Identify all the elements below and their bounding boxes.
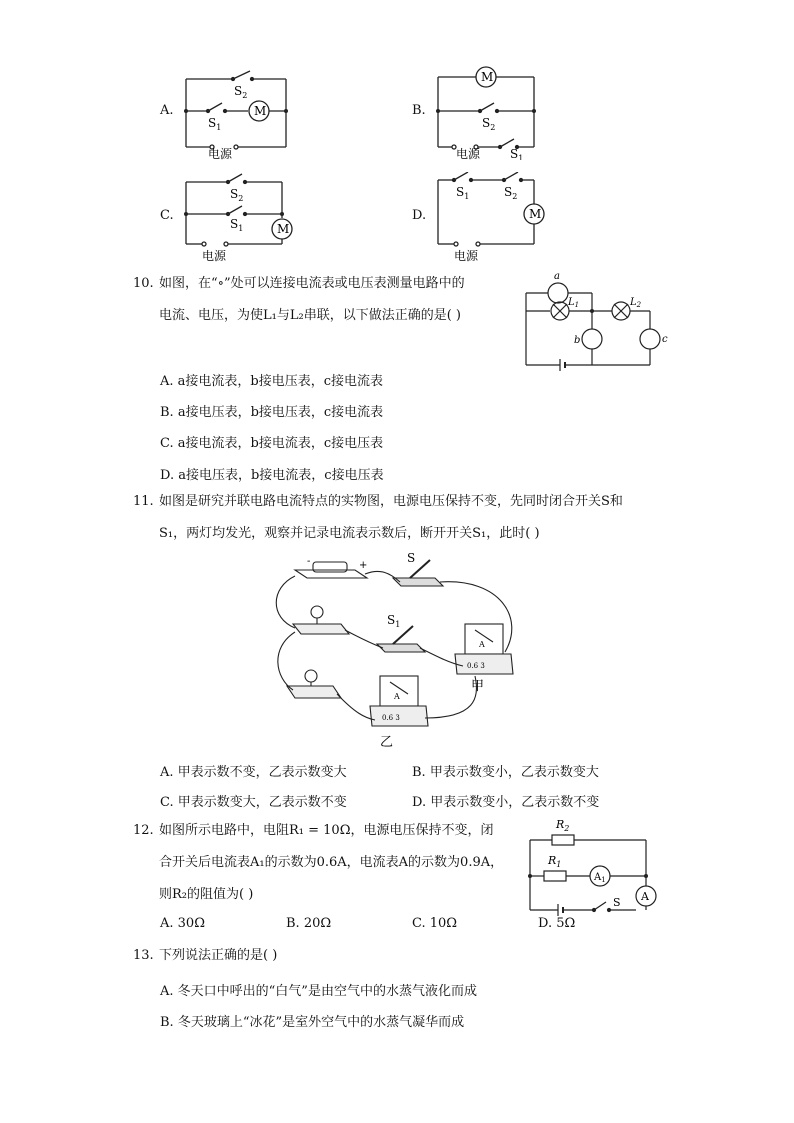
svg-text:0.6 3: 0.6 3 <box>382 714 400 722</box>
q11-option-c[interactable]: C. 甲表示数变大，乙表示数不变 <box>160 795 347 810</box>
svg-text:S1: $S_1$ <box>208 116 222 132</box>
svg-text:A1: $A_1$ <box>594 872 606 884</box>
question-line: 10. 如图，在“∘”处可以连接电流表或电压表测量电路中的 <box>133 268 673 300</box>
question-number: 11. <box>133 494 154 509</box>
svg-text:S: S <box>613 896 621 909</box>
svg-text:R2: $R_2$ <box>556 818 570 833</box>
option-letter: A. <box>160 103 174 118</box>
question-line: 11. 如图是研究并联电路电流特点的实物图，电源电压保持不变，先同时闭合开关S和 <box>133 486 693 518</box>
circuit-diagram-a <box>178 65 293 160</box>
svg-text:a: a <box>554 271 560 282</box>
svg-text:电源: 电源 <box>454 249 479 263</box>
question-13 <box>133 940 673 972</box>
svg-text:乙: 乙 <box>380 735 394 750</box>
svg-text:L1: $L_1$ <box>568 297 580 309</box>
power-source-label: 电源 <box>208 147 233 160</box>
q12-option-d[interactable]: D. 5Ω <box>538 916 576 931</box>
question-number: 13. <box>133 948 154 963</box>
svg-text:A: A <box>479 640 485 649</box>
q10-circuit-figure <box>520 265 670 375</box>
option-letter: C. <box>160 208 174 223</box>
svg-text:S2: $S_2$ <box>234 84 248 100</box>
motor-label: M <box>254 104 267 118</box>
svg-text:M: M <box>277 222 290 236</box>
q11-option-d[interactable]: D. 甲表示数变小，乙表示数不变 <box>412 795 600 810</box>
svg-text:S1: $S_1$ <box>230 217 244 233</box>
option-letter: D. <box>412 208 427 223</box>
svg-text:S2: $S_2$ <box>230 187 244 203</box>
q12-circuit-figure <box>520 814 660 916</box>
question-11 <box>133 486 693 550</box>
svg-text:A: A <box>641 890 649 903</box>
circuit-diagram-d <box>430 172 560 267</box>
question-line: 合开关后电流表A₁的示数为0.6A，电流表A的示数为0.9A， <box>159 855 504 870</box>
question-line: 则R₂的阻值为( ) <box>159 887 254 902</box>
svg-text:R1: $R_1$ <box>548 854 562 869</box>
svg-text:S1: $S_1$ <box>510 147 524 160</box>
svg-text:c: c <box>662 334 668 345</box>
q12-option-c[interactable]: C. 10Ω <box>412 916 458 931</box>
svg-text:M: M <box>529 207 542 221</box>
svg-text:S1: $S_1$ <box>456 185 470 201</box>
svg-text:M: M <box>481 70 494 84</box>
svg-text:S1: $S_1$ <box>387 613 401 629</box>
q10-option-a[interactable]: A. a接电流表，b接电压表，c接电流表 <box>160 374 384 389</box>
question-line: 13. 下列说法正确的是( ) <box>133 940 673 972</box>
svg-text:甲: 甲 <box>471 679 485 694</box>
q12-option-b[interactable]: B. 20Ω <box>286 916 332 931</box>
circuit-diagram-c <box>178 172 298 267</box>
q13-option-a[interactable]: A. 冬天口中呼出的“白气”是由空气中的水蒸气液化而成 <box>160 984 477 999</box>
question-line: S₁，两灯均发光，观察并记录电流表示数后，断开开关S₁，此时( ) <box>159 526 540 541</box>
svg-text:S2: $S_2$ <box>482 116 496 132</box>
question-line: 12. 如图所示电路中，电阻R₁ = 10Ω，电源电压保持不变，闭 <box>133 815 523 847</box>
q10-option-d[interactable]: D. a接电压表，b接电流表，c接电压表 <box>160 468 384 483</box>
svg-text:S2: $S_2$ <box>504 185 518 201</box>
svg-text:A: A <box>394 692 400 701</box>
q11-option-b[interactable]: B. 甲表示数变小，乙表示数变大 <box>412 765 599 780</box>
circuit-diagram-b <box>430 65 545 160</box>
option-letter: B. <box>412 103 426 118</box>
svg-text:b: b <box>574 335 581 346</box>
q10-option-b[interactable]: B. a接电压表，b接电压表，c接电流表 <box>160 405 384 420</box>
svg-text:电源: 电源 <box>456 147 481 160</box>
svg-text:L2: $L_2$ <box>630 297 642 309</box>
svg-text:电源: 电源 <box>202 249 227 263</box>
q11-option-a[interactable]: A. 甲表示数不变，乙表示数变大 <box>160 765 347 780</box>
svg-text:+: + <box>359 560 368 571</box>
svg-text:-: - <box>307 556 311 567</box>
svg-text:0.6 3: 0.6 3 <box>467 662 485 670</box>
question-12 <box>133 815 523 911</box>
question-number: 12. <box>133 823 154 838</box>
q13-option-b[interactable]: B. 冬天玻璃上“冰花”是室外空气中的水蒸气凝华而成 <box>160 1015 465 1030</box>
q12-option-a[interactable]: A. 30Ω <box>160 916 205 931</box>
question-number: 10. <box>133 276 154 291</box>
q11-apparatus-figure <box>265 548 525 753</box>
question-line: 电流、电压，为使L₁与L₂串联，以下做法正确的是( ) <box>159 308 461 323</box>
q10-option-c[interactable]: C. a接电流表，b接电流表，c接电压表 <box>160 436 384 451</box>
svg-text:S: S <box>407 551 416 565</box>
